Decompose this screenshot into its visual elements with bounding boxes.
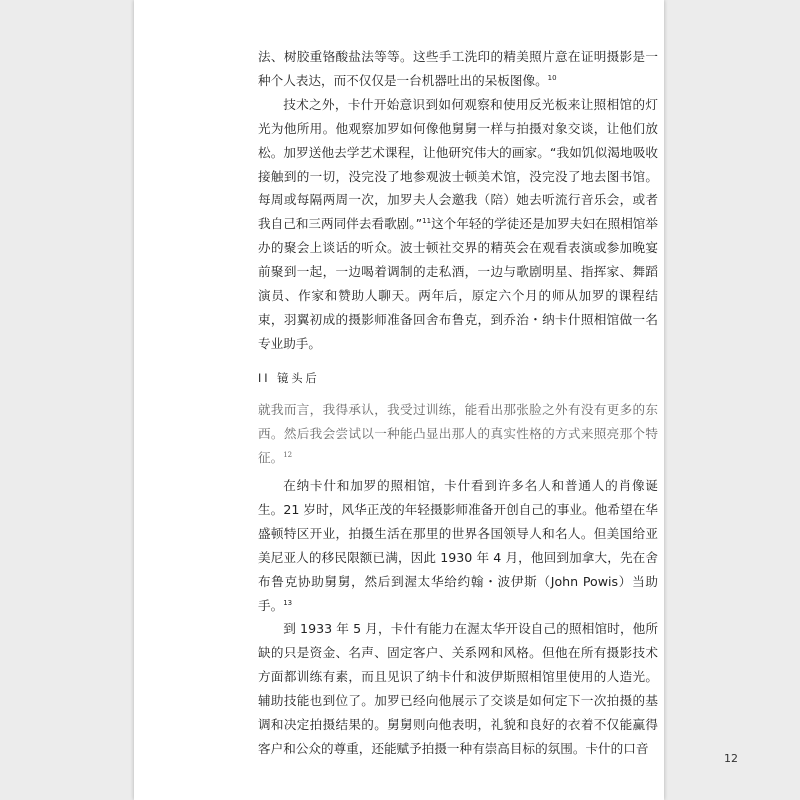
top-text-block	[258, 45, 658, 356]
book-page	[134, 0, 738, 800]
footnote-ref[interactable]: 11	[422, 217, 432, 226]
paragraph-text: 在纳卡什和加罗的照相馆，卡什看到许多名人和普通人的肖像诞生。21 岁时，风华正茂的年轻摄影师准备开创自己的事业。他希望在华盛顿特区开业，拍摄生活在那里的世界各国领导人和名人。但美国给亚美尼亚人的移民限额已满，因此 1930 年 4 月，他回到加拿大，先在舍布鲁克协助舅舅，然后到渥太华给约翰・波伊斯（John Powis）当助手。	[258, 478, 658, 613]
paragraph	[258, 45, 658, 93]
page-number: 12	[724, 752, 738, 765]
paragraph-text: 到 1933 年 5 月，卡什有能力在渥太华开设自己的照相馆时，他所缺的只是资金、名声、固定客户、关系网和风格。但他在所有摄影技术方面都训练有素，而且见识了纳卡什和波伊斯照相馆里使用的人造光。辅助技能也到位了。加罗已经向他展示了交谈是如何定下一次拍摄的基调和决定拍摄结果的。舅舅则向他表明，礼貌和良好的衣着不仅能赢得客户和公众的尊重，还能赋予拍摄一种有崇高目标的氛围。卡什的口音	[258, 621, 658, 756]
paragraph	[258, 474, 658, 617]
paragraph-text: 这个年轻的学徒还是加罗夫妇在照相馆举办的聚会上谈话的听众。波士顿社交界的精英会在观看表演或参加晚宴前聚到一起，一边喝着调制的走私酒，一边与歌剧明星、指挥家、舞蹈演员、作家和赞助人聊天。两年后，原定六个月的师从加罗的课程结束，羽翼初成的摄影师准备回舍布鲁克，到乔治・纳卡什照相馆做一名专业助手。	[258, 216, 659, 351]
bottom-text-block	[258, 474, 658, 761]
quote-paragraph	[258, 398, 658, 470]
paragraph	[258, 617, 658, 760]
epigraph-quote	[258, 398, 658, 470]
footnote-ref[interactable]: 10	[547, 73, 557, 82]
footnote-ref[interactable]: 12	[283, 450, 293, 459]
quote-text: 就我而言，我得承认，我受过训练，能看出那张脸之外有没有更多的东西。然后我会尝试以一种能凸显出那人的真实性格的方式来照亮那个特征。	[258, 402, 658, 465]
section-heading: II 镜头后	[258, 372, 320, 385]
paragraph-text: 法、树胶重铬酸盐法等等。这些手工洗印的精美照片意在证明摄影是一种个人表达，而不仅仅是一台机器吐出的呆板图像。	[258, 49, 658, 88]
paragraph	[258, 93, 658, 356]
footnote-ref[interactable]: 13	[283, 598, 293, 607]
paragraph-text: 技术之外，卡什开始意识到如何观察和使用反光板来让照相馆的灯光为他所用。他观察加罗如何像他舅舅一样与拍摄对象交谈，让他们放松。加罗送他去学艺术课程，让他研究伟大的画家。“我如饥似渴地吸收接触到的一切，没完没了地参观波士顿美术馆，没完没了地去图书馆。每周或每隔两周一次，加罗夫人会邀我（陪）她去听流行音乐会，或者我自己和三两同伴去看歌剧。”	[258, 96, 658, 232]
